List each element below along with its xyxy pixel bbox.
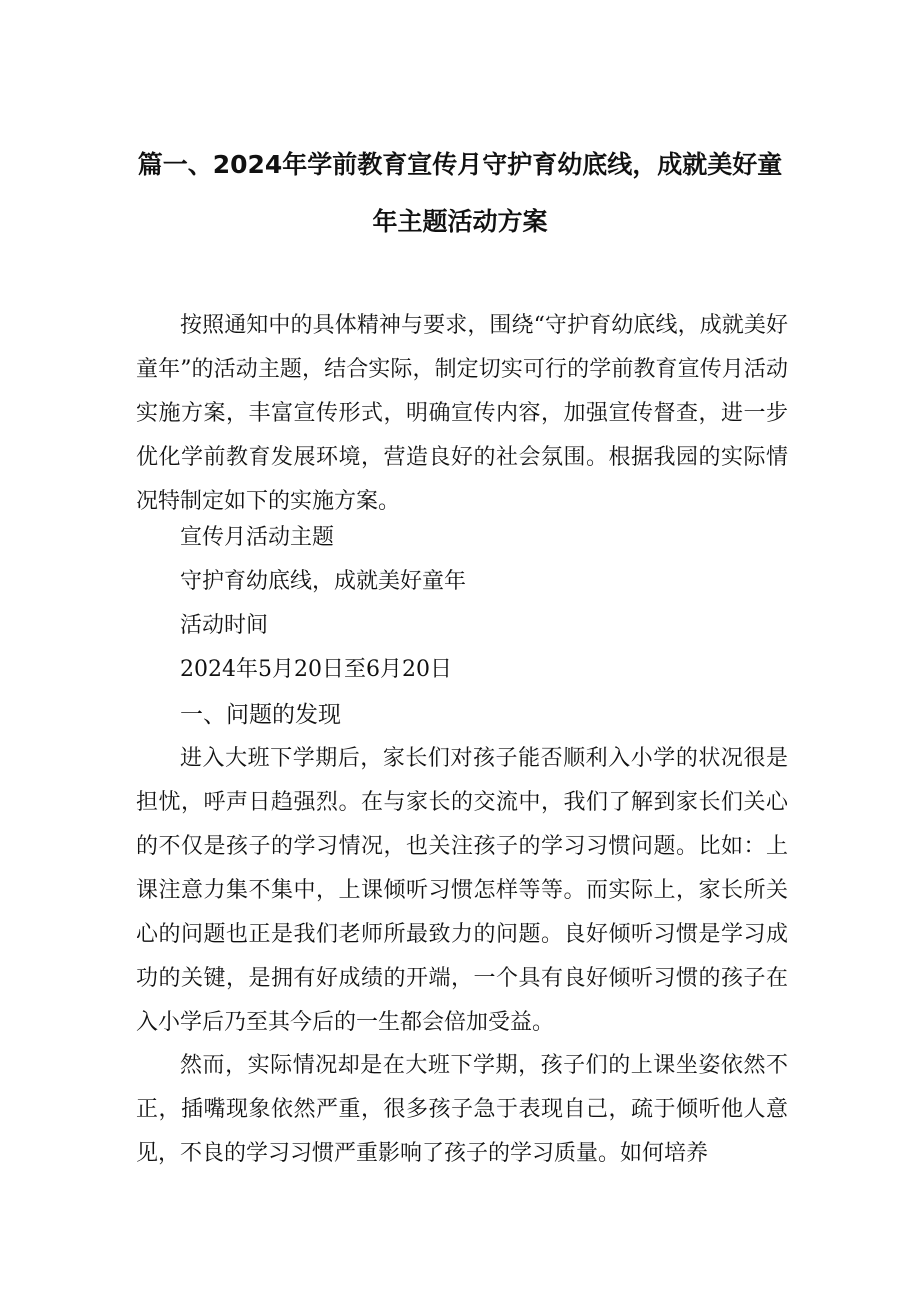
time-label: 活动时间	[180, 613, 269, 638]
document-title-line-1: 篇一、2024年学前教育宣传月守护育幼底线，成就美好童	[137, 150, 783, 179]
section-paragraph-1: 进入大班下学期后，家长们对孩子能否顺利入小学的状况很是担忧，呼声日趋强烈。在与家长的交流中，我们了解到家长们关心的不仅是孩子的学习情况，也关注孩子的学习习惯问题。比如：上课注意力集不集中，上课倾听习惯怎样等等。而实际上，家长所关心的问题也正是我们老师所最致力的问题。良好倾听习惯是学习成功的关键，是拥有好成绩的开端，一个具有良好倾听习惯的孩子在入小学后乃至其今后的一生都会倍加受益。	[136, 746, 788, 1035]
section-paragraph-2: 然而，实际情况却是在大班下学期，孩子们的上课坐姿依然不正，插嘴现象依然严重，很多孩子急于表现自己，疏于倾听他人意见，不良的学习习惯严重影响了孩子的学习质量。如何培养	[136, 1053, 788, 1166]
section-heading: 一、问题的发现	[180, 702, 341, 728]
theme-label: 宣传月活动主题	[180, 525, 335, 550]
time-value: 2024年5月20日至6月20日	[180, 657, 452, 682]
theme-value: 守护育幼底线，成就美好童年	[180, 569, 467, 594]
intro-paragraph: 按照通知中的具体精神与要求，围绕“守护育幼底线，成就美好童年”的活动主题，结合实际，制定切实可行的学前教育宣传月活动实施方案，丰富宣传形式，明确宣传内容，加强宣传督查，进一步优化学前教育发展环境，营造良好的社会氛围。根据我园的实际情况特制定如下的实施方案。	[136, 313, 788, 514]
document-title-line-2: 年主题活动方案	[372, 207, 548, 236]
